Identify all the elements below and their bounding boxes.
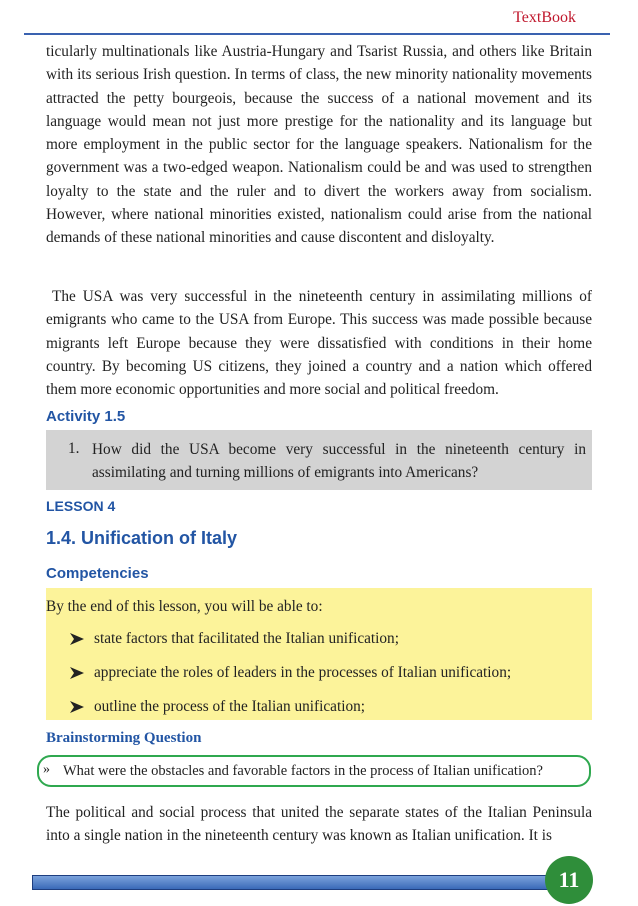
arrow-bullet-icon	[70, 667, 84, 679]
competencies-box	[46, 588, 592, 720]
competencies-heading: Competencies	[46, 565, 149, 582]
paragraph-nationalism: ticularly multinationals like Austria-Hungary and Tsarist Russia, and others like Britain with its serious Irish question. In terms of class, the new minority nationality movements attracted the petty bourgeois, because the success of a national movement and its language would mean not just more prestige for the nationality and its language but more employment in the public sector for the language speakers. Nationalism for the government was a two-edged weapon. Nationalism could be and was used to strengthen loyalty to the state and the ruler and to divert the workers away from socialism. However, where national minorities existed, nationalism could arise from the national demands of these national minorities and cause discontent and disloyalty.	[46, 43, 592, 247]
competency-item	[70, 664, 511, 682]
page-number: 11	[545, 856, 593, 904]
paragraph-usa-assimilation: The USA was very successful in the nineteenth century in assimilating millions of emigrants who came to the USA from Europe. This success was made possible because migrants left Europe because they were dissatisfied with conditions in their home country. By becoming US citizens, they joined a country and a nation which offered them more economic opportunities and more social and political freedom.	[46, 288, 592, 399]
footer-bar	[32, 875, 552, 890]
section-title: 1.4. Unification of Italy	[46, 528, 238, 548]
arrow-bullet-icon	[70, 701, 84, 713]
activity-question: How did the USA become very successful in the nineteenth century in assimilating and turning millions of emigrants into Americans?	[92, 441, 586, 481]
competency-item	[70, 698, 365, 716]
paragraph-italian-unification: The political and social process that united the separate states of the Italian Peninsula into a single nation in the nineteenth century was known as Italian unification. It is	[46, 804, 592, 845]
guillemet-bullet-icon: »	[43, 762, 50, 777]
arrow-bullet-icon	[70, 633, 84, 645]
competencies-intro: By the end of this lesson, you will be able to:	[46, 598, 323, 615]
activity-question-number: 1.	[68, 440, 80, 457]
competency-text: state factors that facilitated the Italian unification;	[94, 630, 399, 647]
brainstorming-heading: Brainstorming Question	[46, 730, 202, 746]
competency-text: appreciate the roles of leaders in the processes of Italian unification;	[94, 664, 512, 681]
header-divider	[24, 33, 610, 35]
brainstorming-question: What were the obstacles and favorable factors in the process of Italian unification?	[63, 763, 543, 779]
header-textbook-label: TextBook	[513, 9, 576, 26]
brainstorming-question-box	[37, 755, 591, 787]
competency-text: outline the process of the Italian unification;	[94, 698, 366, 715]
competency-item	[70, 630, 399, 648]
activity-box	[46, 430, 592, 490]
lesson-label: LESSON 4	[46, 498, 116, 514]
activity-title: Activity 1.5	[46, 408, 126, 425]
